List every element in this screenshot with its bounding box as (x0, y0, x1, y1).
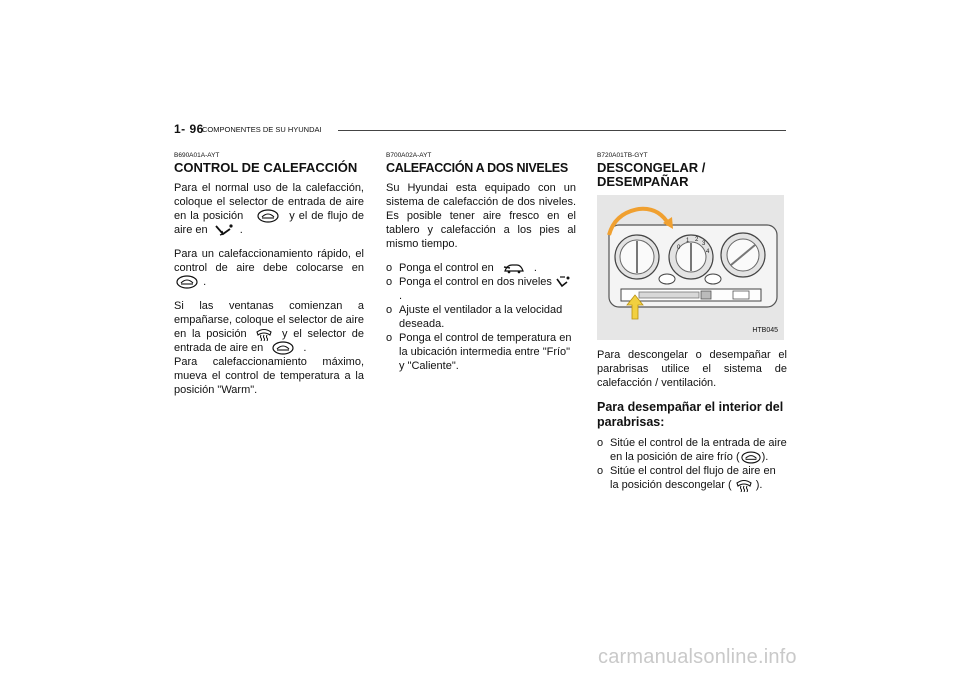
bullet-mark: o (386, 332, 393, 345)
section-code: B720A01TB-GYT (597, 152, 648, 159)
text-span: Para el normal uso de la calefacción, coloque el selector de entrada de aire en la posición (174, 182, 364, 222)
dial-number: 2 (695, 237, 699, 243)
text-span: Para un calefaccionamiento rápido, el control de aire debe colocarse en (174, 248, 364, 275)
two-level-steps (386, 261, 576, 373)
slider-track (639, 292, 699, 298)
page-header (174, 122, 786, 138)
defrost-icon (256, 327, 272, 341)
climate-control-figure (597, 195, 784, 340)
climate-panel-illustration (597, 195, 784, 340)
paragraph-max-heating: Para calefaccionamiento máximo, mueva el control de temperatura a la posición "Warm". (174, 356, 364, 397)
text-span: Ponga el control en (399, 262, 494, 274)
rear-defrost-button (733, 291, 749, 299)
floor-airflow-icon (214, 223, 234, 237)
text-span: . (533, 262, 537, 274)
section-title-two-level: CALEFACCIÓN A DOS NIVELES (386, 161, 568, 175)
site-watermark: carmanualsonline.info (598, 646, 797, 668)
dial-number: 0 (677, 245, 681, 251)
bullet-mark: o (386, 304, 393, 317)
defrost-icon (736, 478, 752, 492)
column-defrost (597, 152, 787, 492)
paragraph-two-level-intro: Su Hyundai esta equipado con un sistema de calefacción de dos niveles. Es posible tener aire fresco en el tablero y calefacción a los pies al mismo tiempo. (386, 182, 576, 250)
paragraph-normal-use (174, 181, 364, 237)
recirculation-car-icon (176, 275, 198, 289)
ac-button (705, 274, 721, 284)
text-span: Ajuste el ventilador a la velocidad deseada. (399, 304, 563, 331)
header-rule (338, 130, 786, 131)
column-heating-control (174, 152, 364, 407)
text-span: y el selector de entrada de aire en (174, 328, 364, 355)
recirculation-car-icon (257, 209, 279, 223)
recirculation-car-icon (272, 341, 294, 355)
dial-number: 3 (702, 241, 706, 247)
text-span: Sitúe el control del flujo de aire en la posición descongelar ( (610, 465, 776, 491)
list-item (386, 275, 576, 303)
text-span: Ponga el control de temperatura en la ubicación intermedia entre "Frío" y "Caliente". (399, 332, 572, 373)
paragraph-fogging (174, 299, 364, 355)
text-span: . (203, 276, 207, 289)
list-item (597, 436, 787, 464)
recirc-button (659, 274, 675, 284)
paragraph-defrost-intro: Para descongelar o desempañar el parabrisas utilice el sistema de calefacción / ventilación. (597, 349, 787, 389)
text-span: Ponga el control en dos niveles (399, 276, 552, 288)
bullet-mark: o (386, 276, 393, 288)
paragraph-fast-heating (174, 247, 364, 289)
page-number: 1- 96 (174, 122, 204, 136)
section-code: B690A01A-AYT (174, 152, 220, 159)
text-span: Sitúe el control de la entrada de aire en la posición de aire frío ( (610, 437, 787, 463)
text-span: Si las ventanas comienzan a empañarse, coloque el selector de aire en la posición (174, 300, 364, 341)
text-span: . (399, 290, 403, 303)
section-title: COMPONENTES DE SU HYUNDAI (202, 125, 322, 134)
defrost-steps (597, 436, 787, 492)
fresh-air-car-icon (741, 451, 761, 464)
bullet-mark: o (597, 437, 604, 449)
section-code: B700A02A-AYT (386, 152, 432, 159)
section-title-defrost (597, 161, 787, 189)
bi-level-airflow-icon (556, 275, 570, 289)
slider-handle (701, 291, 711, 299)
title-line: DESCONGELAR / (597, 160, 706, 175)
text-span: . (239, 224, 243, 237)
bullet-mark: o (386, 262, 393, 274)
bullet-mark: o (597, 465, 604, 477)
text-span: ). (761, 451, 769, 463)
subheading-defog-interior: Para desempañar el interior del parabrisas: (597, 400, 784, 429)
text-span: . (303, 342, 307, 355)
dial-number: 1 (686, 238, 690, 244)
fresh-air-car-icon (503, 262, 525, 274)
column-two-level (386, 152, 576, 373)
figure-label: HTB045 (752, 327, 778, 334)
list-item (386, 331, 576, 373)
text-span: ). (755, 479, 763, 491)
list-item (386, 303, 576, 331)
dial-number: 4 (706, 249, 710, 255)
title-line: DESEMPAÑAR (597, 174, 689, 189)
section-title-heating: CONTROL DE CALEFACCIÓN (174, 160, 358, 175)
list-item (386, 261, 576, 275)
list-item (597, 464, 787, 492)
text-span: y el de flujo de aire en (174, 210, 364, 237)
